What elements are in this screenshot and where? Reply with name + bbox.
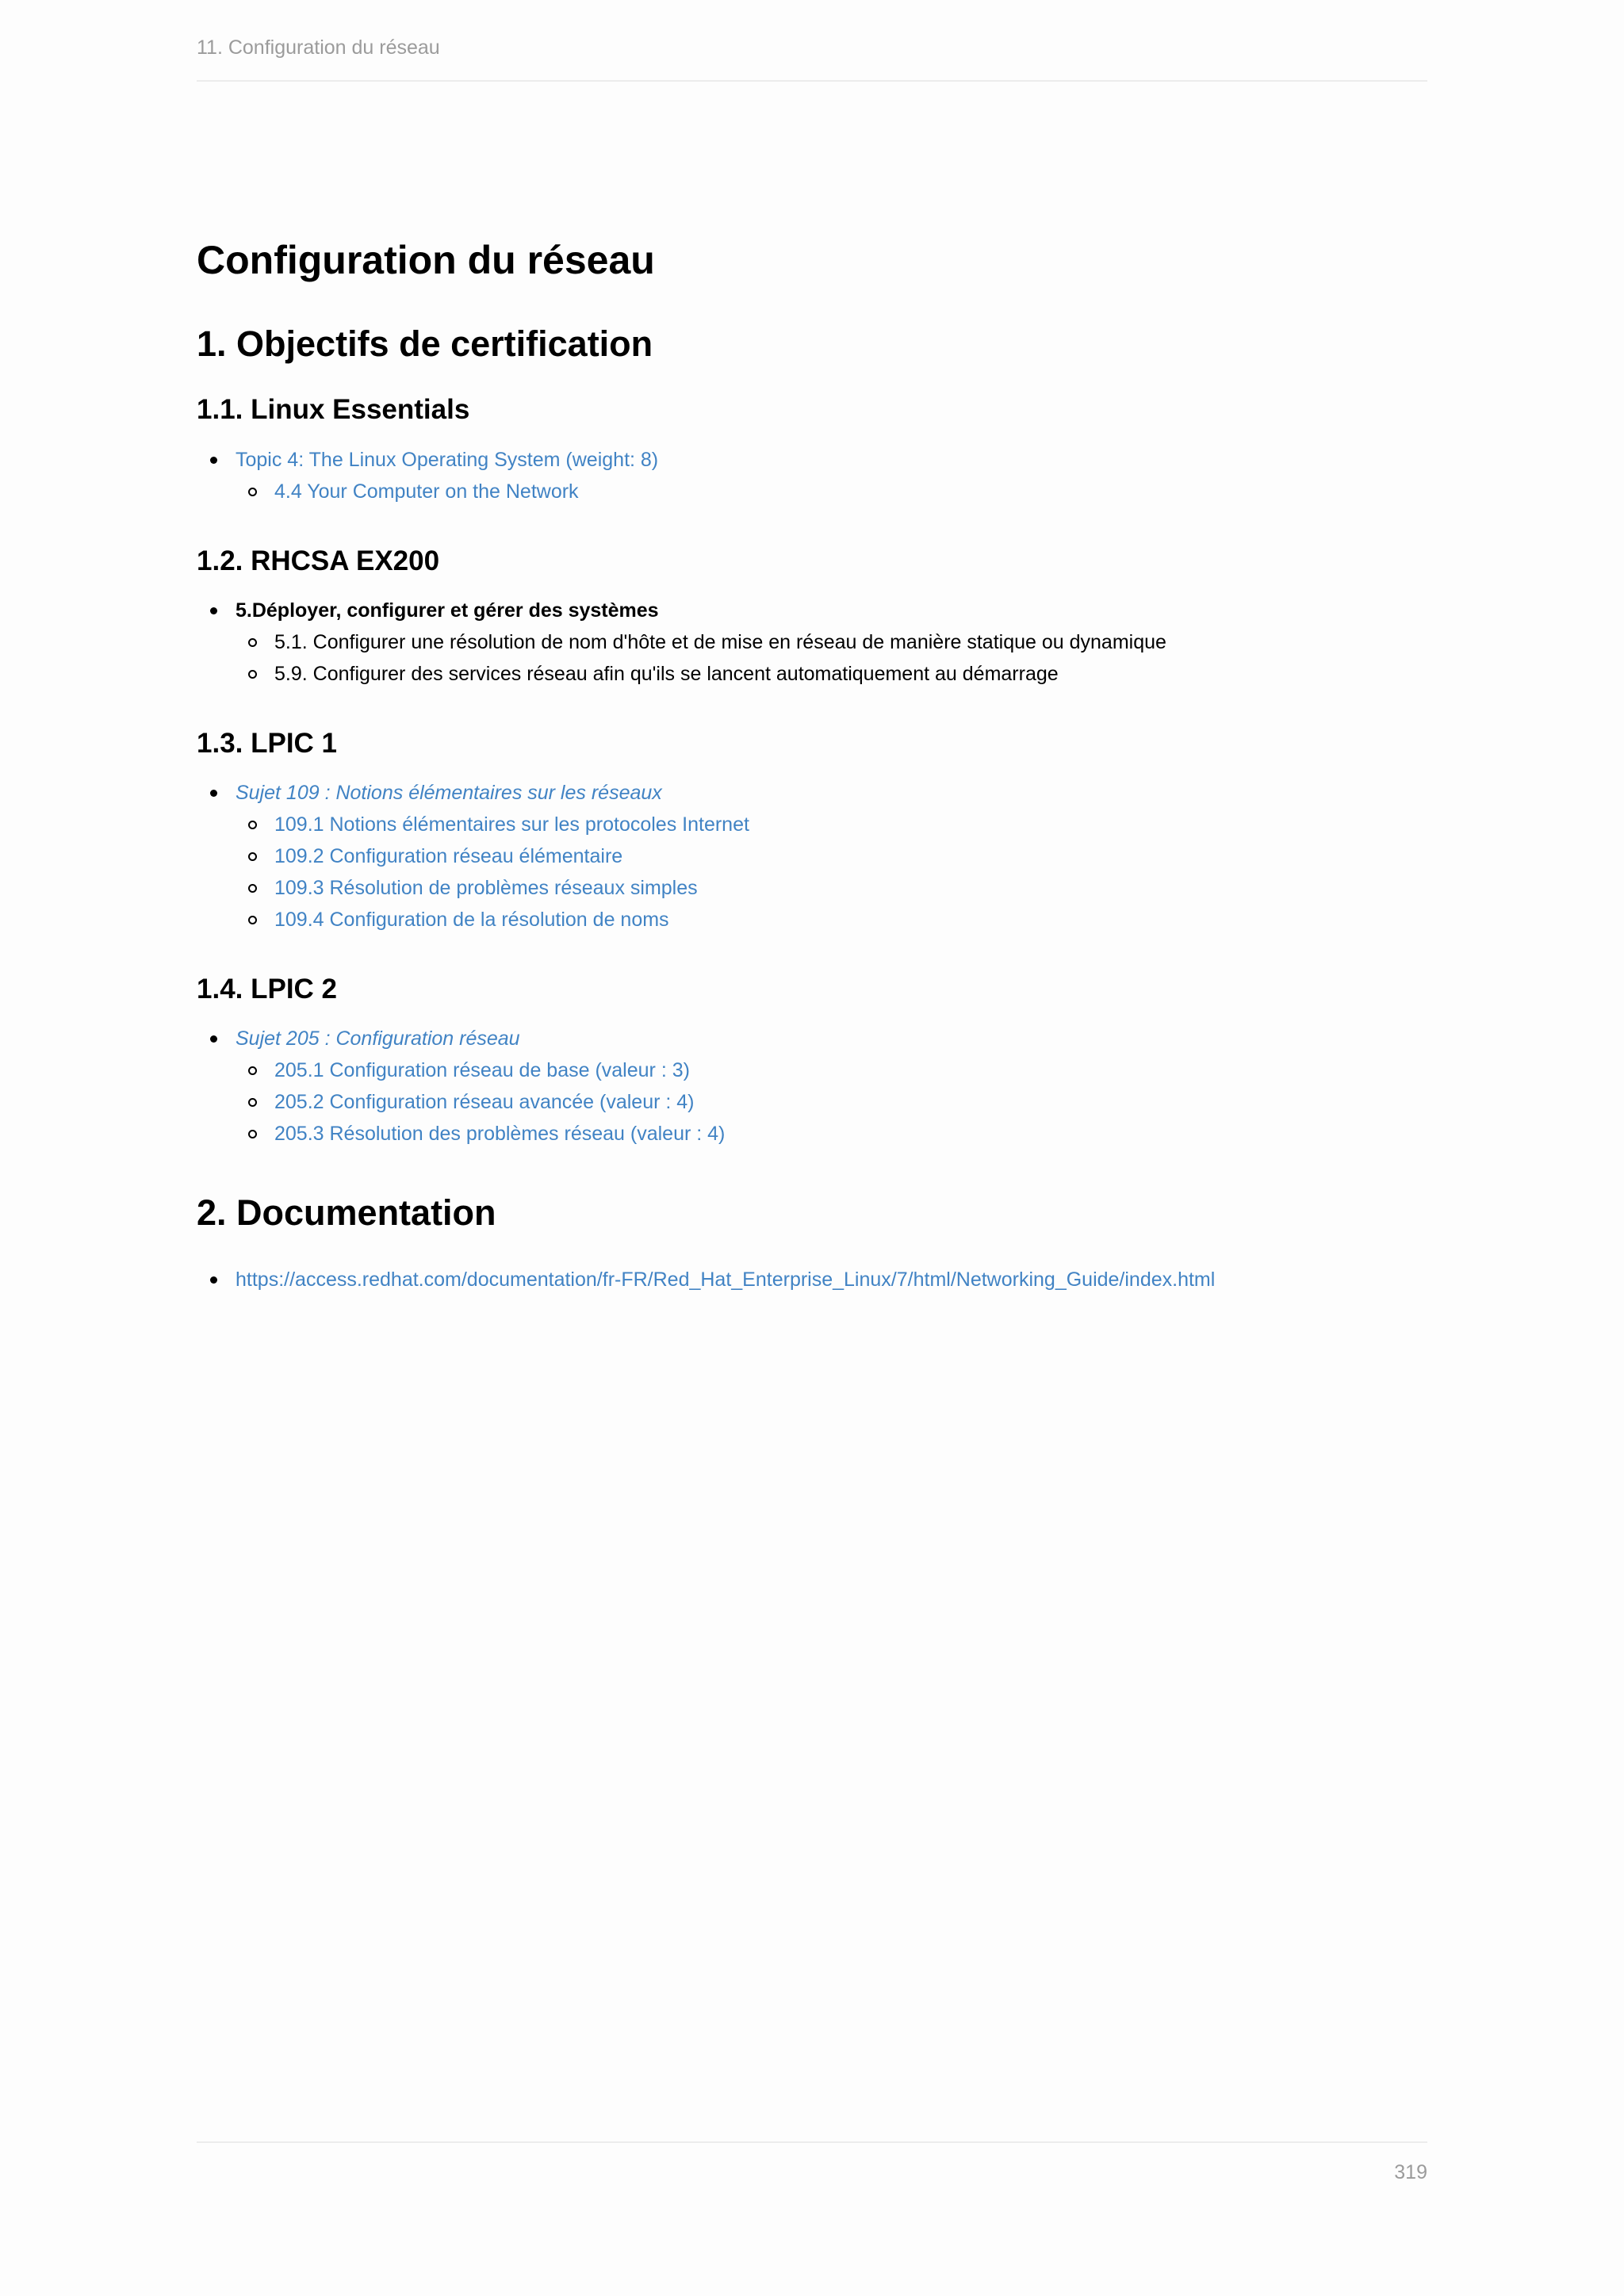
link-205-1[interactable]: 205.1 Configuration réseau de base (valeur : 3) (274, 1059, 690, 1082)
link-109-3[interactable]: 109.3 Résolution de problèmes réseaux simples (274, 877, 698, 899)
sublist (236, 809, 1427, 936)
subsection-heading-lpic2: 1.4. LPIC 2 (197, 974, 338, 1004)
link-sujet-109[interactable]: Sujet 109 : Notions élémentaires sur les réseaux (236, 782, 662, 804)
running-header: 11. Configuration du réseau (197, 36, 440, 59)
link-sujet-205[interactable]: Sujet 205 : Configuration réseau (236, 1027, 520, 1050)
page-title: Configuration du réseau (197, 238, 655, 282)
item-text-5-9: 5.9. Configurer des services réseau afin qu'ils se lancent automatiquement au démarrage (274, 662, 1059, 685)
list-item (197, 444, 1427, 507)
list-lpic1 (197, 777, 1427, 936)
document-page (197, 0, 1427, 2296)
list-item (197, 777, 1427, 936)
list-documentation (197, 1264, 1427, 1295)
section-heading-documentation: 2. Documentation (197, 1192, 496, 1234)
subsection-heading-linux-essentials: 1.1. Linux Essentials (197, 394, 470, 426)
list-lpic2 (197, 1023, 1427, 1150)
link-topic-4[interactable]: Topic 4: The Linux Operating System (weight: 8) (236, 448, 659, 471)
sublist (236, 1054, 1427, 1150)
list-item (197, 1264, 1427, 1295)
list-item (236, 872, 1427, 904)
subsection-heading-rhcsa: 1.2. RHCSA EX200 (197, 545, 440, 576)
list-item (236, 658, 1427, 690)
subsection-heading-lpic1: 1.3. LPIC 1 (197, 727, 338, 759)
link-109-4[interactable]: 109.4 Configuration de la résolution de noms (274, 909, 669, 931)
header-divider (197, 80, 1427, 82)
list-item (236, 1118, 1427, 1150)
section-heading-objectifs: 1. Objectifs de certification (197, 323, 653, 364)
list-item (197, 595, 1427, 690)
sublist (236, 626, 1427, 690)
topic-label-5: 5.Déployer, configurer et gérer des systèmes (236, 599, 659, 622)
link-109-1[interactable]: 109.1 Notions élémentaires sur les protocoles Internet (274, 813, 749, 836)
link-109-2[interactable]: 109.2 Configuration réseau élémentaire (274, 845, 623, 867)
list-item (236, 1086, 1427, 1118)
list-linux-essentials (197, 444, 1427, 507)
link-205-3[interactable]: 205.3 Résolution des problèmes réseau (valeur : 4) (274, 1123, 726, 1146)
list-item (236, 904, 1427, 936)
list-rhcsa (197, 595, 1427, 690)
page-number: 319 (1394, 2161, 1427, 2183)
link-205-2[interactable]: 205.2 Configuration réseau avancée (valeur : 4) (274, 1091, 695, 1114)
page-content (197, 238, 1427, 1334)
link-4-4[interactable]: 4.4 Your Computer on the Network (274, 480, 579, 503)
list-item (236, 1054, 1427, 1086)
list-item (236, 626, 1427, 658)
sublist (236, 476, 1427, 507)
link-redhat-networking-guide[interactable]: https://access.redhat.com/documentation/fr-FR/Red_Hat_Enterprise_Linux/7/html/Networking_Guide/index.html (236, 1269, 1216, 1291)
footer-divider (197, 2141, 1427, 2143)
item-text-5-1: 5.1. Configurer une résolution de nom d'hôte et de mise en réseau de manière statique ou dynamique (274, 630, 1166, 653)
list-item (197, 1023, 1427, 1150)
list-item (236, 840, 1427, 872)
list-item (236, 809, 1427, 840)
list-item (236, 476, 1427, 507)
